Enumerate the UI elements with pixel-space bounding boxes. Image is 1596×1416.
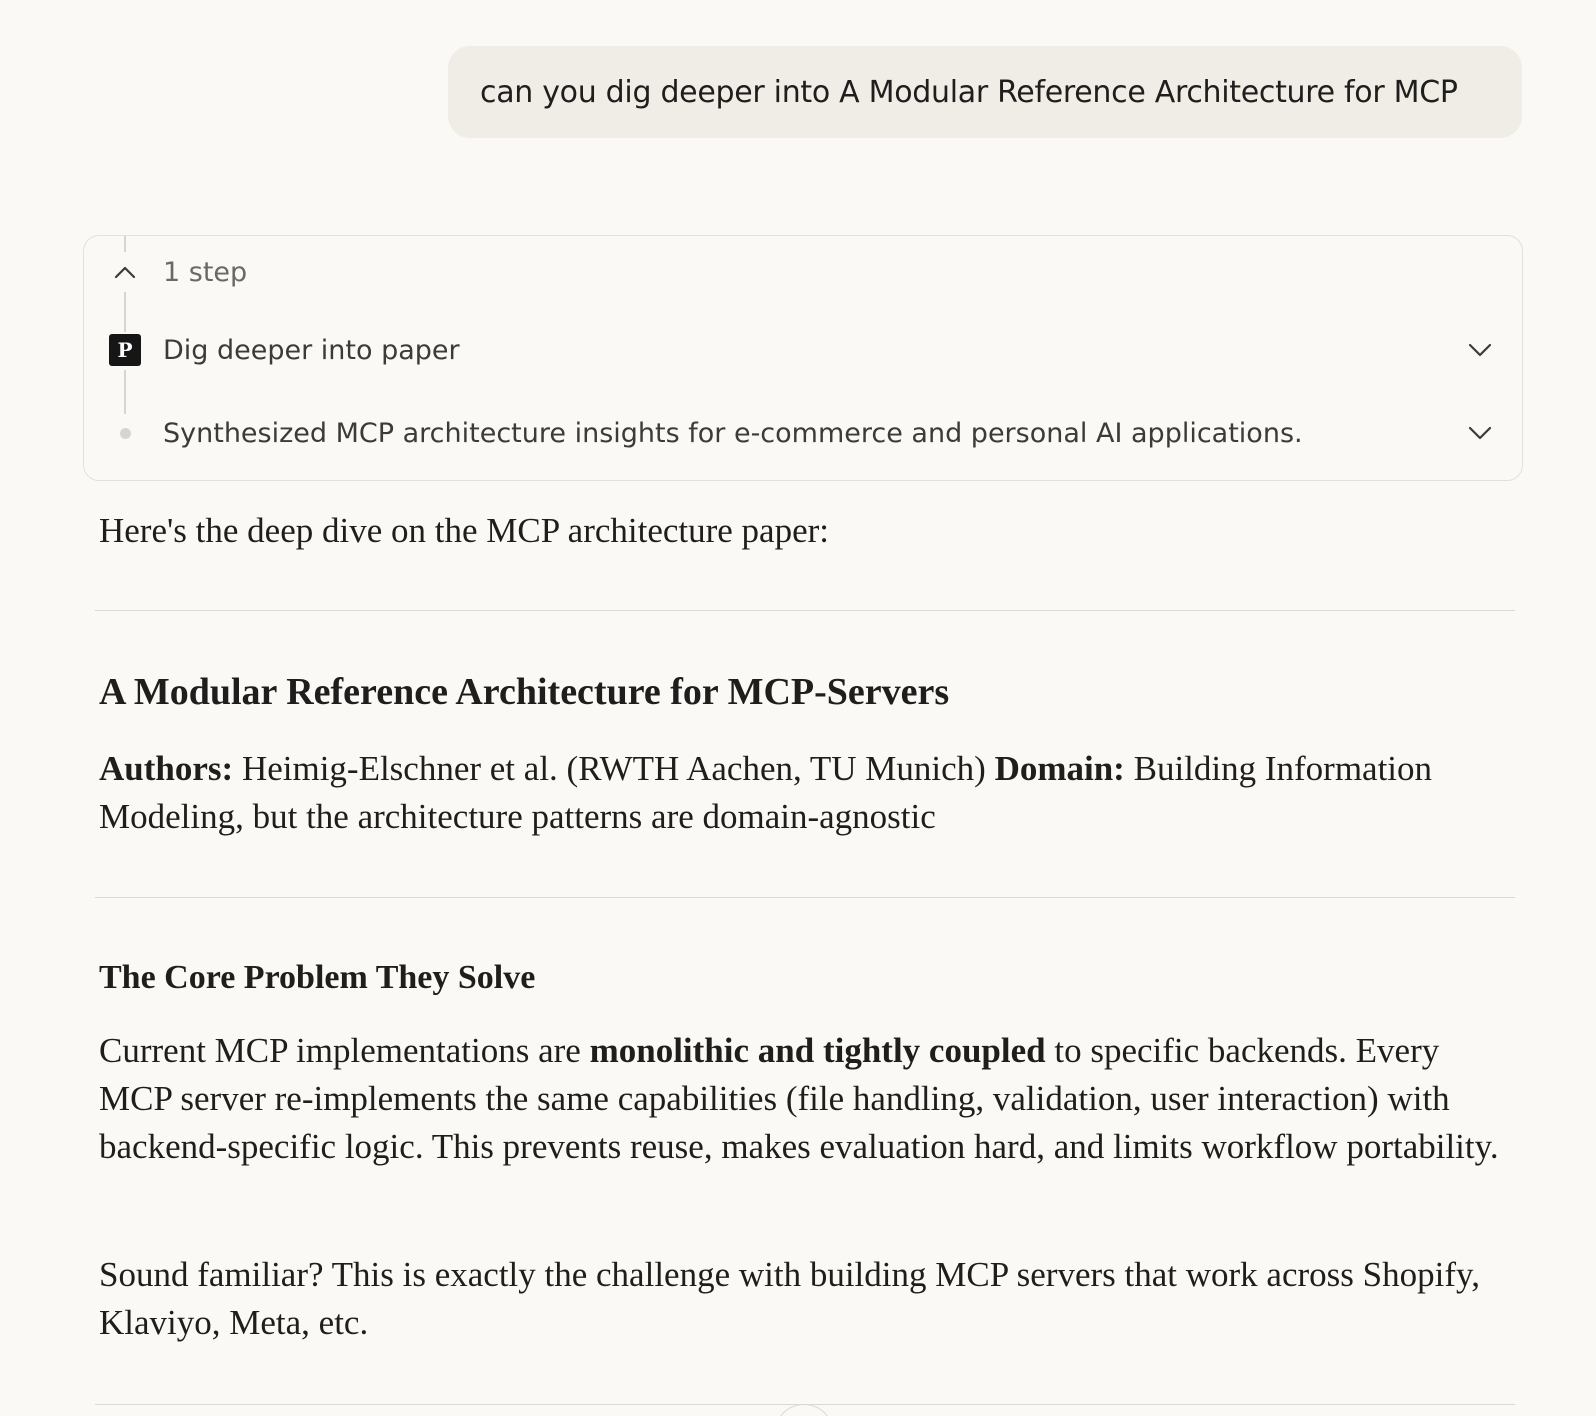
user-message-text: can you dig deeper into A Modular Reference Architecture for MCP	[480, 74, 1458, 110]
authors-label: Authors:	[99, 749, 234, 788]
divider	[95, 610, 1515, 611]
domain-label: Domain:	[994, 749, 1125, 788]
step-item-synthesized[interactable]	[84, 409, 1522, 457]
chevron-down-icon[interactable]	[1466, 409, 1494, 457]
problem-paragraph: Current MCP implementations are monolithic and tightly coupled to specific backends. Every MCP server re-implements the same capabilities (file handling, validation, user interaction) with backend-specific logic. This prevents reuse, makes evaluation hard, and limits workflow portability.	[99, 1031, 1499, 1166]
emphasis-text: monolithic and tightly coupled	[589, 1031, 1046, 1070]
step-item-label: Dig deeper into paper	[163, 334, 460, 366]
paper-tool-icon: P	[108, 326, 142, 374]
step-item-label: Synthesized MCP architecture insights for e-commerce and personal AI applications.	[163, 417, 1303, 449]
dot-icon	[108, 409, 142, 457]
steps-panel	[83, 235, 1523, 481]
steps-toggle[interactable]	[84, 248, 1522, 296]
step-item-dig-deeper[interactable]	[84, 326, 1522, 374]
response-intro: Here's the deep dive on the MCP architecture paper:	[99, 511, 830, 550]
chevron-down-icon[interactable]	[1466, 326, 1494, 374]
scroll-down-button[interactable]	[774, 1404, 834, 1416]
authors-value: Heimig-Elschner et al. (RWTH Aachen, TU Munich)	[233, 749, 995, 788]
paper-metadata	[99, 745, 1519, 841]
paper-title-heading: A Modular Reference Architecture for MCP-Servers	[99, 671, 950, 713]
section-heading: The Core Problem They Solve	[99, 959, 536, 996]
user-message-bubble	[448, 46, 1522, 138]
divider	[95, 897, 1515, 898]
familiar-paragraph: Sound familiar? This is exactly the challenge with building MCP servers that work across Shopify, Klaviyo, Meta, etc.	[99, 1255, 1480, 1342]
steps-count-label: 1 step	[163, 256, 248, 288]
timeline-line	[124, 370, 126, 414]
chevron-up-icon[interactable]	[108, 248, 142, 296]
domain-value: Building Information Modeling, but the architecture patterns are domain-agnostic	[99, 749, 1433, 836]
